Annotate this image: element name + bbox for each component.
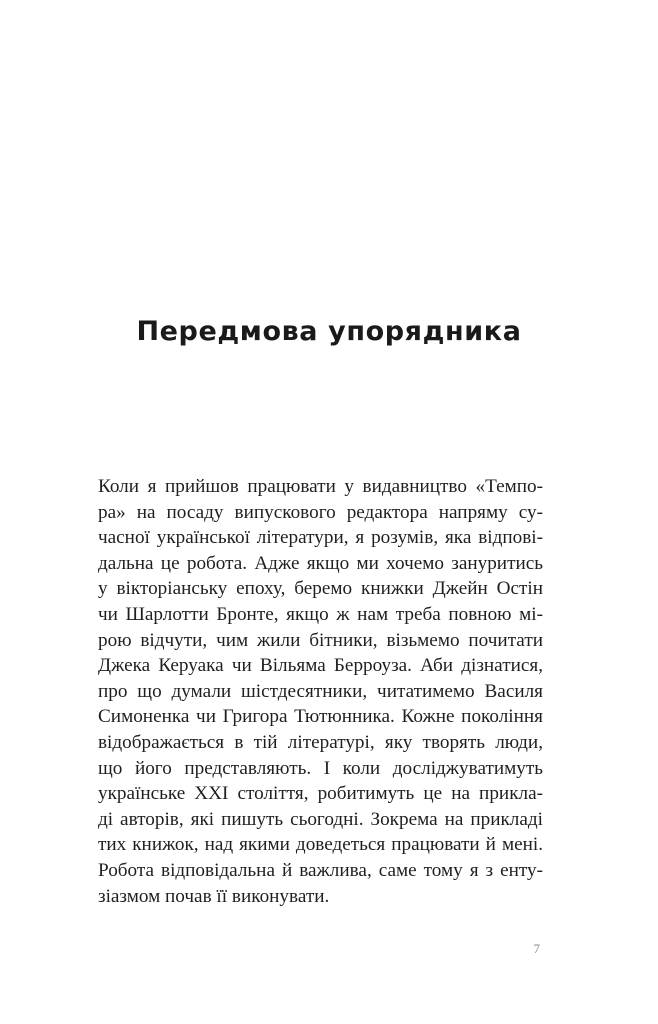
text-line: тих книжок, над якими доведеться працювати й мені. — [98, 834, 543, 856]
text-line: рою відчути, чим жили бітники, візьмемо почитати — [98, 629, 543, 651]
text-line: Коли я прийшов працювати у видавництво «Темпо- — [98, 476, 543, 497]
text-line: Робота відповідальна й важлива, саме тому я з енту- — [98, 859, 543, 881]
text-line: Джека Керуака чи Вільяма Берроуза. Аби дізнатися, — [98, 655, 543, 677]
text-line: ді авторів, які пишуть сьогодні. Зокрема на прикладі — [98, 808, 543, 830]
text-line: у вікторіанську епоху, беремо книжки Джейн Остін — [98, 578, 543, 600]
text-line: зіазмом почав її виконувати. — [98, 885, 330, 907]
text-line: часної української літератури, я розумів, яка відпові- — [98, 527, 543, 549]
text-line: чи Шарлотти Бронте, якщо ж нам треба повною мі- — [98, 603, 543, 625]
text-line: дальна це робота. Адже якщо ми хочемо зануритись — [98, 552, 543, 574]
text-line: ра» на посаду випускового редактора напряму су- — [98, 501, 543, 523]
text-line: відображається в тій літературі, яку творять люди, — [98, 731, 543, 753]
page-number: 7 — [533, 941, 540, 956]
text-line: Симоненка чи Григора Тютюнника. Кожне покоління — [98, 706, 543, 728]
text-line: що його представляють. І коли досліджуватимуть — [98, 757, 543, 779]
body-paragraph — [98, 474, 543, 909]
chapter-title: Передмова упорядника — [136, 316, 522, 347]
text-line: про що думали шістдесятники, читатимемо Василя — [98, 680, 543, 702]
text-line: українське XXI століття, робитимуть це на прикла- — [98, 783, 543, 805]
